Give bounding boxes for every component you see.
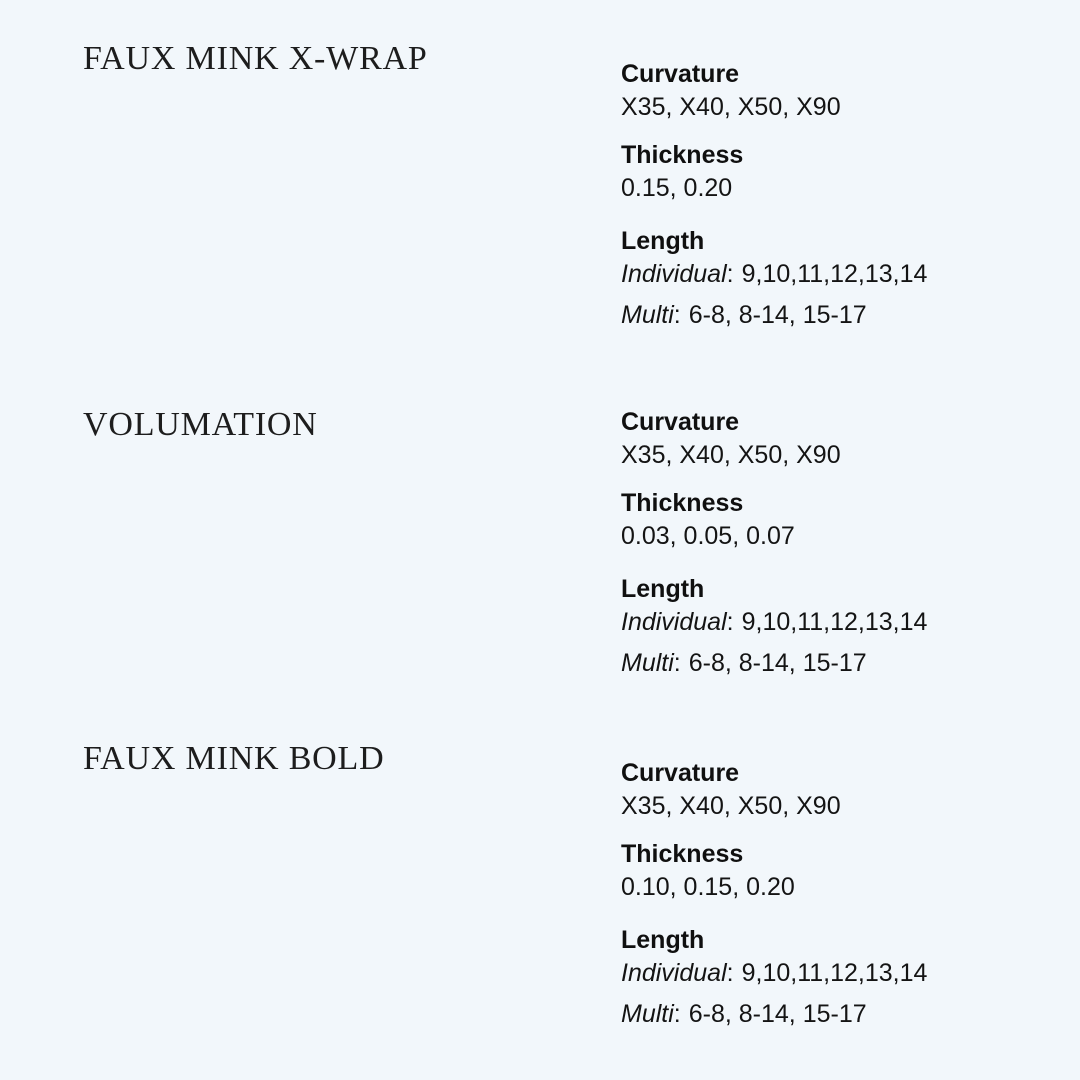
- length-group: [621, 924, 1051, 1031]
- multi-values: 6-8, 8-14, 15-17: [688, 649, 867, 677]
- section-title-volumation: VOLUMATION: [83, 406, 318, 443]
- curvature-label: Curvature: [621, 408, 740, 436]
- individual-label: Individual: [621, 260, 727, 288]
- multi-values: 6-8, 8-14, 15-17: [688, 1000, 867, 1028]
- thickness-label: Thickness: [621, 489, 744, 517]
- section-details-volumation: [621, 406, 1051, 680]
- individual-values: 9,10,11,12,13,14: [741, 959, 928, 987]
- curvature-group: [621, 406, 1051, 472]
- curvature-group: [621, 757, 1051, 823]
- thickness-values: 0.15, 0.20: [621, 174, 733, 202]
- section-title-faux-mink-bold: FAUX MINK BOLD: [83, 740, 385, 777]
- curvature-group: [621, 58, 1051, 124]
- length-label: Length: [621, 575, 705, 603]
- thickness-label: Thickness: [621, 840, 744, 868]
- multi-length-line: [621, 299, 1051, 332]
- curvature-values: X35, X40, X50, X90: [621, 441, 841, 469]
- colon: :: [673, 649, 681, 677]
- length-group: [621, 225, 1051, 332]
- multi-label: Multi: [621, 301, 674, 329]
- individual-length-line: [621, 957, 1051, 990]
- individual-length-line: [621, 606, 1051, 639]
- colon: :: [726, 608, 734, 636]
- multi-label: Multi: [621, 649, 674, 677]
- colon: :: [726, 260, 734, 288]
- individual-values: 9,10,11,12,13,14: [741, 608, 928, 636]
- curvature-label: Curvature: [621, 759, 740, 787]
- colon: :: [673, 1000, 681, 1028]
- thickness-label: Thickness: [621, 141, 744, 169]
- multi-length-line: [621, 647, 1051, 680]
- colon: :: [726, 959, 734, 987]
- individual-values: 9,10,11,12,13,14: [741, 260, 928, 288]
- curvature-values: X35, X40, X50, X90: [621, 93, 841, 121]
- colon: :: [673, 301, 681, 329]
- thickness-group: [621, 139, 1051, 205]
- length-group: [621, 573, 1051, 680]
- section-title-faux-mink-x-wrap: FAUX MINK X-WRAP: [83, 40, 428, 77]
- curvature-values: X35, X40, X50, X90: [621, 792, 841, 820]
- thickness-group: [621, 487, 1051, 553]
- individual-length-line: [621, 258, 1051, 291]
- length-label: Length: [621, 227, 705, 255]
- multi-values: 6-8, 8-14, 15-17: [688, 301, 867, 329]
- thickness-group: [621, 838, 1051, 904]
- section-details-faux-mink-x-wrap: [621, 58, 1051, 332]
- section-details-faux-mink-bold: [621, 757, 1051, 1031]
- multi-label: Multi: [621, 1000, 674, 1028]
- individual-label: Individual: [621, 608, 727, 636]
- curvature-label: Curvature: [621, 60, 740, 88]
- length-label: Length: [621, 926, 705, 954]
- thickness-values: 0.10, 0.15, 0.20: [621, 873, 795, 901]
- individual-label: Individual: [621, 959, 727, 987]
- thickness-values: 0.03, 0.05, 0.07: [621, 522, 795, 550]
- multi-length-line: [621, 998, 1051, 1031]
